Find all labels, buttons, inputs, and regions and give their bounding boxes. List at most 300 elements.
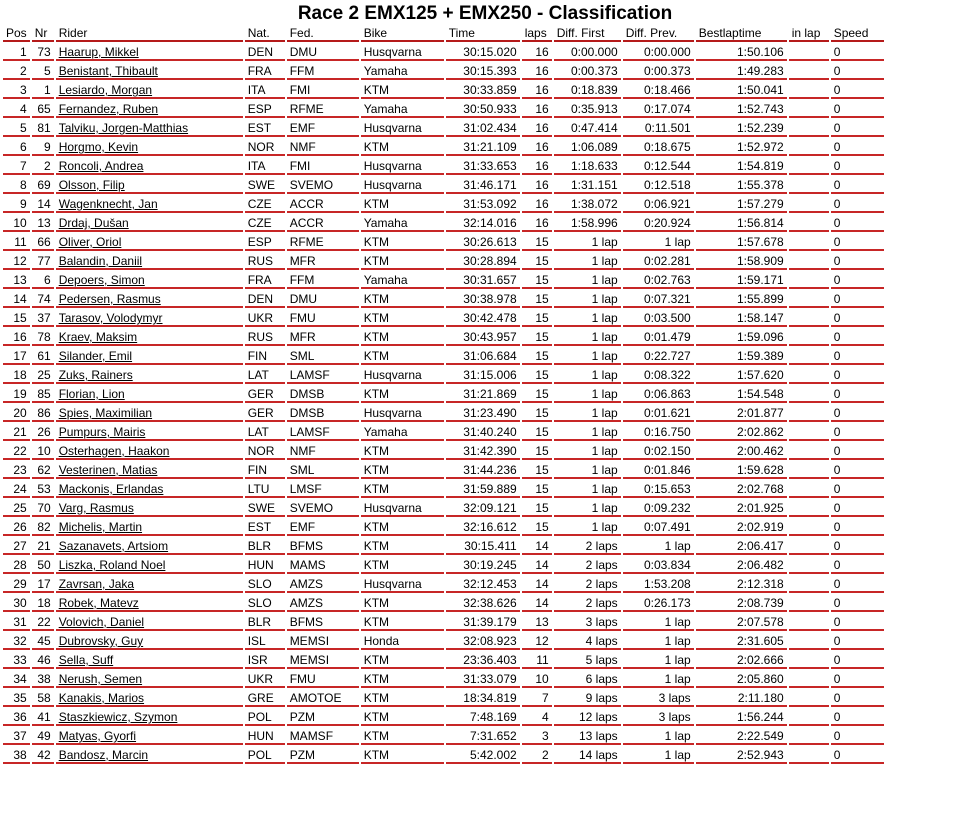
cell-rider	[56, 672, 243, 688]
cell-nat: EST	[245, 520, 285, 536]
cell-pos: 5	[3, 121, 30, 137]
cell-laps: 16	[522, 197, 552, 213]
table-row	[3, 577, 884, 593]
cell-time: 30:50.933	[446, 102, 520, 118]
table-row	[3, 387, 884, 403]
cell-time: 32:14.016	[446, 216, 520, 232]
cell-diff-first: 6 laps	[554, 672, 621, 688]
cell-fed: DMSB	[287, 387, 359, 403]
cell-bestlaptime: 1:57.620	[696, 368, 787, 384]
cell-nr: 22	[32, 615, 54, 631]
cell-laps: 15	[522, 501, 552, 517]
cell-bestlaptime: 2:06.482	[696, 558, 787, 574]
cell-diff-prev: 0:06.863	[623, 387, 694, 403]
cell-speed: 0	[831, 45, 884, 61]
rider-link[interactable]: Matyas, Gyorfi	[58, 729, 137, 743]
cell-time: 30:15.411	[446, 539, 520, 555]
cell-bestlaptime: 1:56.814	[696, 216, 787, 232]
cell-nr: 18	[32, 596, 54, 612]
cell-nat: CZE	[245, 197, 285, 213]
cell-in-lap	[789, 292, 829, 308]
cell-speed: 0	[831, 710, 884, 726]
cell-time: 30:26.613	[446, 235, 520, 251]
cell-rider	[56, 254, 243, 270]
cell-nr: 46	[32, 653, 54, 669]
cell-nat: ISL	[245, 634, 285, 650]
cell-laps: 15	[522, 425, 552, 441]
cell-fed: DMSB	[287, 406, 359, 422]
cell-bike: Husqvarna	[361, 159, 444, 175]
cell-speed: 0	[831, 577, 884, 593]
table-row	[3, 425, 884, 441]
cell-speed: 0	[831, 140, 884, 156]
cell-speed: 0	[831, 197, 884, 213]
cell-nr: 9	[32, 140, 54, 156]
cell-pos: 29	[3, 577, 30, 593]
cell-nr: 77	[32, 254, 54, 270]
cell-nat: FIN	[245, 463, 285, 479]
col-header-bike: Bike	[361, 25, 444, 42]
rider-link[interactable]: Sazanavets, Artsiom	[58, 539, 169, 553]
rider-link[interactable]: Pumpurs, Mairis	[58, 425, 146, 439]
cell-rider	[56, 140, 243, 156]
cell-in-lap	[789, 197, 829, 213]
cell-diff-prev: 0:18.466	[623, 83, 694, 99]
cell-in-lap	[789, 425, 829, 441]
cell-in-lap	[789, 710, 829, 726]
cell-speed: 0	[831, 729, 884, 745]
cell-fed: PZM	[287, 748, 359, 764]
cell-rider	[56, 539, 243, 555]
rider-link[interactable]: Vesterinen, Matias	[58, 463, 158, 477]
cell-rider	[56, 501, 243, 517]
cell-diff-first: 1 lap	[554, 311, 621, 327]
rider-link[interactable]: Oliver, Oriol	[58, 235, 122, 249]
cell-speed: 0	[831, 748, 884, 764]
cell-bike: Husqvarna	[361, 178, 444, 194]
cell-time: 7:31.652	[446, 729, 520, 745]
table-row	[3, 748, 884, 764]
cell-laps: 3	[522, 729, 552, 745]
cell-time: 30:43.957	[446, 330, 520, 346]
rider-link[interactable]: Tarasov, Volodymyr	[58, 311, 163, 325]
cell-rider	[56, 83, 243, 99]
cell-time: 31:15.006	[446, 368, 520, 384]
cell-nat: GRE	[245, 691, 285, 707]
cell-pos: 4	[3, 102, 30, 118]
cell-speed: 0	[831, 311, 884, 327]
cell-diff-first: 3 laps	[554, 615, 621, 631]
cell-in-lap	[789, 83, 829, 99]
cell-pos: 32	[3, 634, 30, 650]
cell-rider	[56, 653, 243, 669]
cell-laps: 14	[522, 539, 552, 555]
cell-time: 23:36.403	[446, 653, 520, 669]
cell-in-lap	[789, 349, 829, 365]
rider-link[interactable]: Bandosz, Marcin	[58, 748, 149, 762]
cell-diff-prev: 0:11.501	[623, 121, 694, 137]
cell-rider	[56, 330, 243, 346]
cell-diff-first: 1:31.151	[554, 178, 621, 194]
cell-nr: 13	[32, 216, 54, 232]
cell-pos: 38	[3, 748, 30, 764]
cell-speed: 0	[831, 254, 884, 270]
cell-speed: 0	[831, 596, 884, 612]
cell-diff-first: 1 lap	[554, 463, 621, 479]
cell-pos: 9	[3, 197, 30, 213]
cell-rider	[56, 368, 243, 384]
cell-nat: UKR	[245, 672, 285, 688]
rider-link[interactable]: Sella, Suff	[58, 653, 114, 667]
cell-speed: 0	[831, 349, 884, 365]
cell-nr: 26	[32, 425, 54, 441]
cell-time: 31:33.653	[446, 159, 520, 175]
cell-diff-first: 0:35.913	[554, 102, 621, 118]
cell-speed: 0	[831, 425, 884, 441]
cell-rider	[56, 387, 243, 403]
rider-link[interactable]: Staszkiewicz, Szymon	[58, 710, 178, 724]
cell-fed: NMF	[287, 444, 359, 460]
cell-bike: Husqvarna	[361, 121, 444, 137]
cell-speed: 0	[831, 273, 884, 289]
cell-time: 32:09.121	[446, 501, 520, 517]
cell-fed: SVEMO	[287, 501, 359, 517]
rider-link[interactable]: Horgmo, Kevin	[58, 140, 139, 154]
cell-fed: SML	[287, 349, 359, 365]
cell-time: 31:23.490	[446, 406, 520, 422]
table-row	[3, 691, 884, 707]
rider-link[interactable]: Drdaj, Dušan	[58, 216, 129, 230]
rider-link[interactable]: Lesiardo, Morgan	[58, 83, 153, 97]
rider-link[interactable]: Dubrovsky, Guy	[58, 634, 144, 648]
cell-fed: MFR	[287, 254, 359, 270]
cell-pos: 22	[3, 444, 30, 460]
cell-nat: ESP	[245, 235, 285, 251]
rider-link[interactable]: Wagenknecht, Jan	[58, 197, 158, 211]
cell-nat: BLR	[245, 539, 285, 555]
cell-in-lap	[789, 64, 829, 80]
cell-in-lap	[789, 653, 829, 669]
cell-diff-first: 2 laps	[554, 596, 621, 612]
cell-bestlaptime: 1:55.378	[696, 178, 787, 194]
cell-laps: 15	[522, 273, 552, 289]
cell-in-lap	[789, 45, 829, 61]
table-row	[3, 102, 884, 118]
table-row	[3, 463, 884, 479]
cell-speed: 0	[831, 444, 884, 460]
cell-diff-prev: 0:02.281	[623, 254, 694, 270]
rider-link[interactable]: Zuks, Rainers	[58, 368, 133, 382]
cell-fed: FFM	[287, 273, 359, 289]
cell-rider	[56, 159, 243, 175]
cell-bike: Honda	[361, 634, 444, 650]
cell-laps: 15	[522, 292, 552, 308]
cell-diff-prev: 0:18.675	[623, 140, 694, 156]
rider-link[interactable]: Florian, Lion	[58, 387, 125, 401]
rider-link[interactable]: Fernandez, Ruben	[58, 102, 159, 116]
cell-rider	[56, 558, 243, 574]
col-header-laps: laps	[522, 25, 552, 42]
table-row	[3, 235, 884, 251]
cell-speed: 0	[831, 691, 884, 707]
cell-laps: 16	[522, 45, 552, 61]
cell-diff-prev: 0:01.479	[623, 330, 694, 346]
cell-laps: 15	[522, 387, 552, 403]
rider-link[interactable]: Kraev, Maksim	[58, 330, 138, 344]
cell-nat: DEN	[245, 45, 285, 61]
cell-diff-first: 2 laps	[554, 539, 621, 555]
cell-bestlaptime: 2:08.739	[696, 596, 787, 612]
cell-pos: 37	[3, 729, 30, 745]
cell-nr: 61	[32, 349, 54, 365]
cell-fed: PZM	[287, 710, 359, 726]
cell-nr: 49	[32, 729, 54, 745]
cell-bike: KTM	[361, 197, 444, 213]
rider-link[interactable]: Volovich, Daniel	[58, 615, 145, 629]
cell-nat: NOR	[245, 444, 285, 460]
cell-nr: 78	[32, 330, 54, 346]
cell-nat: CZE	[245, 216, 285, 232]
rider-link[interactable]: Talviku, Jorgen-Matthias	[58, 121, 189, 135]
cell-speed: 0	[831, 672, 884, 688]
cell-rider	[56, 64, 243, 80]
cell-pos: 28	[3, 558, 30, 574]
cell-bestlaptime: 1:59.389	[696, 349, 787, 365]
cell-time: 30:15.393	[446, 64, 520, 80]
cell-time: 30:28.894	[446, 254, 520, 270]
cell-laps: 14	[522, 558, 552, 574]
cell-bestlaptime: 2:06.417	[696, 539, 787, 555]
cell-diff-first: 12 laps	[554, 710, 621, 726]
cell-laps: 15	[522, 406, 552, 422]
table-row	[3, 539, 884, 555]
cell-nat: ITA	[245, 159, 285, 175]
cell-time: 31:46.171	[446, 178, 520, 194]
cell-nr: 14	[32, 197, 54, 213]
rider-link[interactable]: Mackonis, Erlandas	[58, 482, 164, 496]
cell-bike: KTM	[361, 672, 444, 688]
cell-rider	[56, 311, 243, 327]
cell-laps: 4	[522, 710, 552, 726]
cell-nr: 53	[32, 482, 54, 498]
cell-diff-first: 0:00.000	[554, 45, 621, 61]
cell-diff-prev: 1 lap	[623, 539, 694, 555]
cell-bestlaptime: 1:54.548	[696, 387, 787, 403]
rider-link[interactable]: Zavrsan, Jaka	[58, 577, 135, 591]
rider-link[interactable]: Liszka, Roland Noel	[58, 558, 166, 572]
cell-bestlaptime: 2:31.605	[696, 634, 787, 650]
cell-diff-prev: 1:53.208	[623, 577, 694, 593]
cell-pos: 10	[3, 216, 30, 232]
header-row	[3, 25, 884, 42]
cell-pos: 2	[3, 64, 30, 80]
cell-diff-first: 1 lap	[554, 330, 621, 346]
cell-time: 32:16.612	[446, 520, 520, 536]
table-row	[3, 140, 884, 156]
cell-speed: 0	[831, 387, 884, 403]
cell-nat: SLO	[245, 577, 285, 593]
cell-fed: ACCR	[287, 216, 359, 232]
cell-in-lap	[789, 691, 829, 707]
cell-diff-first: 1 lap	[554, 520, 621, 536]
cell-rider	[56, 178, 243, 194]
cell-diff-first: 9 laps	[554, 691, 621, 707]
cell-laps: 16	[522, 216, 552, 232]
cell-pos: 24	[3, 482, 30, 498]
cell-pos: 31	[3, 615, 30, 631]
cell-pos: 34	[3, 672, 30, 688]
rider-link[interactable]: Osterhagen, Haakon	[58, 444, 170, 458]
cell-bike: Husqvarna	[361, 45, 444, 61]
cell-pos: 36	[3, 710, 30, 726]
cell-time: 31:21.869	[446, 387, 520, 403]
cell-laps: 10	[522, 672, 552, 688]
table-row	[3, 672, 884, 688]
cell-laps: 7	[522, 691, 552, 707]
cell-pos: 18	[3, 368, 30, 384]
cell-bike: KTM	[361, 653, 444, 669]
cell-laps: 16	[522, 159, 552, 175]
cell-in-lap	[789, 482, 829, 498]
cell-rider	[56, 729, 243, 745]
cell-fed: FMU	[287, 672, 359, 688]
cell-nr: 2	[32, 159, 54, 175]
cell-in-lap	[789, 748, 829, 764]
cell-fed: MAMSF	[287, 729, 359, 745]
cell-laps: 15	[522, 463, 552, 479]
cell-pos: 23	[3, 463, 30, 479]
cell-speed: 0	[831, 653, 884, 669]
cell-in-lap	[789, 406, 829, 422]
cell-in-lap	[789, 387, 829, 403]
cell-diff-first: 1 lap	[554, 349, 621, 365]
cell-laps: 15	[522, 444, 552, 460]
rider-link[interactable]: Silander, Emil	[58, 349, 133, 363]
table-row	[3, 311, 884, 327]
cell-time: 31:40.240	[446, 425, 520, 441]
rider-link[interactable]: Michelis, Martin	[58, 520, 143, 534]
cell-diff-first: 4 laps	[554, 634, 621, 650]
cell-pos: 30	[3, 596, 30, 612]
cell-speed: 0	[831, 501, 884, 517]
cell-bestlaptime: 2:02.768	[696, 482, 787, 498]
cell-bestlaptime: 1:50.106	[696, 45, 787, 61]
cell-rider	[56, 710, 243, 726]
cell-bike: KTM	[361, 330, 444, 346]
rider-link[interactable]: Varg, Rasmus	[58, 501, 134, 515]
col-header-fed: Fed.	[287, 25, 359, 42]
rider-link[interactable]: Pedersen, Rasmus	[58, 292, 161, 306]
cell-pos: 21	[3, 425, 30, 441]
cell-pos: 27	[3, 539, 30, 555]
cell-diff-first: 1 lap	[554, 254, 621, 270]
cell-bestlaptime: 1:59.628	[696, 463, 787, 479]
cell-laps: 14	[522, 596, 552, 612]
cell-pos: 8	[3, 178, 30, 194]
rider-link[interactable]: Haarup, Mikkel	[58, 45, 139, 59]
table-row	[3, 653, 884, 669]
table-row	[3, 406, 884, 422]
cell-nr: 69	[32, 178, 54, 194]
cell-diff-prev: 0:09.232	[623, 501, 694, 517]
cell-speed: 0	[831, 292, 884, 308]
cell-nr: 1	[32, 83, 54, 99]
cell-bestlaptime: 2:12.318	[696, 577, 787, 593]
cell-diff-prev: 3 laps	[623, 710, 694, 726]
table-row	[3, 710, 884, 726]
cell-fed: EMF	[287, 121, 359, 137]
cell-nat: RUS	[245, 254, 285, 270]
cell-nat: SWE	[245, 501, 285, 517]
cell-bestlaptime: 1:54.819	[696, 159, 787, 175]
rider-link[interactable]: Roncoli, Andrea	[58, 159, 144, 173]
cell-in-lap	[789, 539, 829, 555]
cell-pos: 15	[3, 311, 30, 327]
cell-rider	[56, 634, 243, 650]
cell-diff-prev: 1 lap	[623, 615, 694, 631]
cell-pos: 17	[3, 349, 30, 365]
cell-nr: 50	[32, 558, 54, 574]
cell-fed: LAMSF	[287, 425, 359, 441]
cell-diff-first: 2 laps	[554, 558, 621, 574]
cell-diff-prev: 0:26.173	[623, 596, 694, 612]
rider-link[interactable]: Kanakis, Marios	[58, 691, 145, 705]
cell-fed: AMZS	[287, 577, 359, 593]
cell-speed: 0	[831, 406, 884, 422]
table-row	[3, 159, 884, 175]
cell-speed: 0	[831, 482, 884, 498]
cell-pos: 3	[3, 83, 30, 99]
cell-diff-prev: 0:03.834	[623, 558, 694, 574]
cell-time: 30:38.978	[446, 292, 520, 308]
cell-laps: 13	[522, 615, 552, 631]
cell-speed: 0	[831, 83, 884, 99]
cell-diff-prev: 1 lap	[623, 748, 694, 764]
rider-link[interactable]: Spies, Maximilian	[58, 406, 153, 420]
cell-time: 7:48.169	[446, 710, 520, 726]
cell-fed: SVEMO	[287, 178, 359, 194]
rider-link[interactable]: Nerush, Semen	[58, 672, 143, 686]
cell-bike: Yamaha	[361, 64, 444, 80]
rider-link[interactable]: Balandin, Daniil	[58, 254, 143, 268]
cell-bike: Yamaha	[361, 216, 444, 232]
rider-link[interactable]: Depoers, Simon	[58, 273, 145, 287]
table-row	[3, 520, 884, 536]
cell-bike: KTM	[361, 748, 444, 764]
table-row	[3, 83, 884, 99]
cell-nat: FIN	[245, 349, 285, 365]
rider-link[interactable]: Robek, Matevz	[58, 596, 139, 610]
cell-fed: MAMS	[287, 558, 359, 574]
cell-nr: 82	[32, 520, 54, 536]
rider-link[interactable]: Benistant, Thibault	[58, 64, 158, 78]
cell-speed: 0	[831, 463, 884, 479]
cell-speed: 0	[831, 102, 884, 118]
cell-laps: 15	[522, 235, 552, 251]
cell-bestlaptime: 1:58.909	[696, 254, 787, 270]
cell-time: 31:42.390	[446, 444, 520, 460]
rider-link[interactable]: Olsson, Filip	[58, 178, 125, 192]
cell-nr: 37	[32, 311, 54, 327]
cell-nat: GER	[245, 406, 285, 422]
cell-diff-first: 1 lap	[554, 235, 621, 251]
cell-diff-prev: 3 laps	[623, 691, 694, 707]
cell-diff-prev: 0:12.544	[623, 159, 694, 175]
cell-nr: 86	[32, 406, 54, 422]
cell-laps: 16	[522, 83, 552, 99]
cell-bike: KTM	[361, 558, 444, 574]
page-title: Race 2 EMX125 + EMX250 - Classification	[297, 3, 673, 24]
